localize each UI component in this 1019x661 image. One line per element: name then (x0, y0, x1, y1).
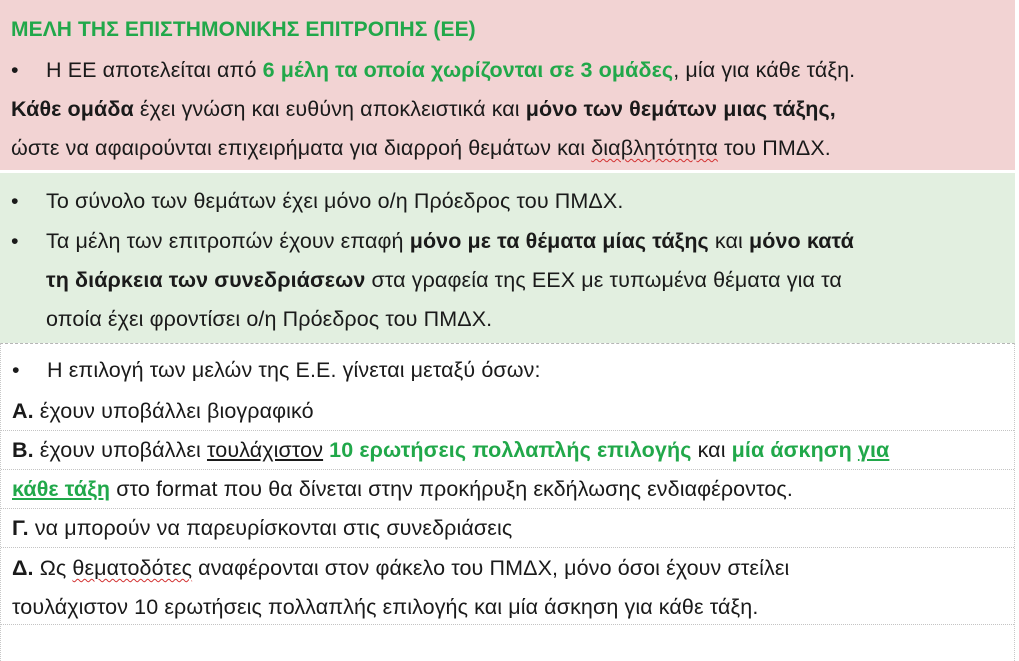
label: Δ. (12, 556, 34, 580)
text: του ΠΜΔΧ. (717, 136, 831, 160)
bullet-icon: • (12, 358, 20, 382)
text: ώστε να αφαιρούνται επιχειρήματα για διαρροή θεμάτων και (11, 136, 592, 160)
text: αναφέρονται στον φάκελο του ΠΜΔΧ, μόνο όσοι έχουν στείλει (192, 556, 790, 580)
criterion-a (12, 398, 1006, 424)
criterion-c (12, 515, 1006, 541)
highlight-text: κάθε τάξη (12, 477, 111, 501)
text: έχει γνώση και ευθύνη αποκλειστικά και (133, 97, 526, 121)
highlight-text: 10 ερωτήσεις πολλαπλής επιλογής (329, 438, 692, 462)
underlined-text: τουλάχιστον (206, 438, 324, 462)
bullet-icon: • (11, 229, 19, 253)
text: Το σύνολο των θεμάτων έχει μόνο ο/η Πρόεδρος του ΠΜΔΧ. (46, 189, 624, 213)
label: Γ. (12, 516, 29, 540)
spellcheck-word: θεματοδότες (72, 556, 193, 580)
grid-line (1, 508, 1014, 509)
criterion-d-cont: τουλάχιστον 10 ερωτήσεις πολλαπλής επιλογής και μία άσκηση για κάθε τάξη. (12, 595, 759, 619)
criterion-b (12, 437, 1006, 463)
text: έχουν υποβάλλει (33, 438, 207, 462)
text: Τα μέλη των επιτροπών έχουν επαφή (46, 229, 410, 253)
grid-line (1, 430, 1014, 431)
paragraph-line (46, 267, 1007, 293)
grid-line (1, 624, 1014, 625)
text: έχουν υποβάλλει βιογραφικό (33, 399, 314, 423)
label: Α. (12, 399, 34, 423)
bold-text: τη διάρκεια των συνεδριάσεων (46, 268, 366, 292)
text: στο format που θα δίνεται στην προκήρυξη εκδήλωσης ενδιαφέροντος. (110, 477, 793, 501)
grid-line (1, 469, 1014, 470)
text: στα γραφεία της ΕΕΧ με τυπωμένα θέματα για τα (365, 268, 842, 292)
text: Ως (33, 556, 73, 580)
highlight-text: για (857, 438, 890, 462)
section-access-rules (0, 173, 1015, 343)
bold-text: Κάθε ομάδα (11, 97, 134, 121)
bullet-icon: • (11, 58, 19, 82)
highlight-text: μία άσκηση (731, 438, 858, 462)
criterion-d (12, 555, 1006, 581)
text: Η ΕΕ αποτελείται από (46, 58, 263, 82)
bold-text: μόνο με τα θέματα μίας τάξης (409, 229, 709, 253)
spellcheck-word: διαβλητότητα (591, 136, 718, 160)
bold-text: μόνο των θεμάτων μιας τάξης, (525, 97, 836, 121)
section-committee-members (0, 0, 1015, 170)
criterion-b-cont (12, 476, 1006, 502)
section-selection-criteria (0, 343, 1015, 661)
grid-line (1, 547, 1014, 548)
text: και (708, 229, 749, 253)
text: , μία για κάθε τάξη. (673, 58, 856, 82)
label: Β. (12, 438, 34, 462)
text: Η επιλογή των μελών της Ε.Ε. γίνεται μεταξύ όσων: (47, 358, 541, 382)
text: και (691, 438, 732, 462)
paragraph-line (11, 96, 1007, 122)
text: να μπορούν να παρευρίσκονται στις συνεδριάσεις (28, 516, 513, 540)
paragraph-line: οποία έχει φροντίσει ο/η Πρόεδρος του ΠΜΔΧ. (46, 307, 493, 331)
section-title: ΜΕΛΗ ΤΗΣ ΕΠΙΣΤΗΜΟΝΙΚΗΣ ΕΠΙΤΡΟΠΗΣ (ΕΕ) (11, 18, 476, 41)
bullet-icon: • (11, 189, 19, 213)
bold-text: μόνο κατά (748, 229, 854, 253)
paragraph-line (11, 135, 1007, 161)
highlight-text: 6 μέλη τα οποία χωρίζονται σε 3 ομάδες (262, 58, 674, 82)
